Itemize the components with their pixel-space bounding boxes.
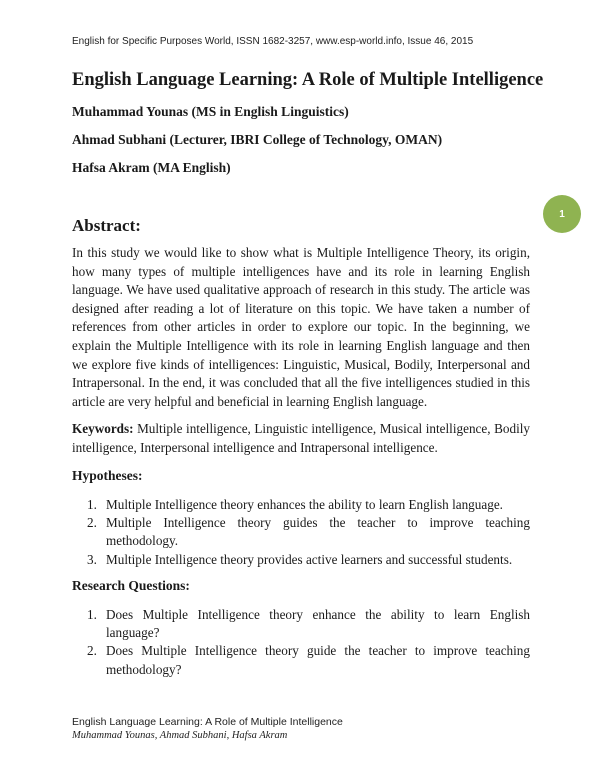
keywords-label: Keywords: — [72, 421, 134, 436]
list-item — [72, 496, 530, 514]
footer-title: English Language Learning: A Role of Multiple Intelligence — [72, 716, 343, 728]
list-item-number: 1. — [87, 607, 97, 622]
list-item-number: 3. — [87, 551, 97, 567]
research-questions-list — [72, 606, 530, 679]
list-item — [72, 551, 530, 569]
keywords-paragraph — [72, 420, 530, 457]
list-item-text: Multiple Intelligence theory provides active learners and successful students. — [106, 551, 513, 567]
hypotheses-heading: Hypotheses: — [72, 468, 143, 483]
running-header: English for Specific Purposes World, ISSN 1682-3257, www.esp-world.info, Issue 46, 2015 — [72, 36, 474, 47]
footer-authors: Muhammad Younas, Ahmad Subhani, Hafsa Akram — [72, 730, 288, 741]
list-item — [72, 514, 530, 550]
abstract-heading: Abstract: — [72, 216, 141, 235]
list-item-number: 2. — [87, 643, 97, 659]
keywords-text: Multiple intelligence, Linguistic intelligence, Musical intelligence, Bodily intelligence, Interpersonal intelligence and Intrapersonal intelligence. — [72, 421, 530, 455]
research-questions-heading: Research Questions: — [72, 578, 190, 593]
page-number-badge: 1 — [543, 195, 581, 233]
abstract-text: In this study we would like to show what is Multiple Intelligence Theory, its origin, how many types of multiple intelligences have and its role in learning English language. We have used qualitative approach of research in this study. The article was designed after reading a lot of literature on this topic. We have taken a number of references from other articles in order to explore our topic. In the beginning, we explain the Multiple Intelligence with its role in learning English language and then we explore five kinds of intelligences: Linguistic, Musical, Bodily, Interpersonal and Intrapersonal. In the end, it was concluded that all the five intelligences studied in this article are very helpful and beneficial in learning English language. — [72, 245, 530, 409]
author-line-3: Hafsa Akram (MA English) — [72, 160, 231, 175]
paper-title: English Language Learning: A Role of Multiple Intelligence — [72, 70, 544, 90]
author-line-1: Muhammad Younas (MS in English Linguistics) — [72, 104, 349, 119]
hypotheses-list — [72, 496, 530, 569]
author-line-2: Ahmad Subhani (Lecturer, IBRI College of Technology, OMAN) — [72, 132, 443, 147]
list-item-text: Does Multiple Intelligence theory guide the teacher to improve teaching methodology? — [106, 643, 530, 677]
list-item — [72, 642, 530, 678]
list-item-number: 1. — [87, 497, 97, 512]
list-item-text: Multiple Intelligence theory enhances the ability to learn English language. — [106, 497, 503, 512]
list-item — [72, 606, 530, 642]
list-item-text: Multiple Intelligence theory guides the teacher to improve teaching methodology. — [106, 515, 530, 549]
list-item-text: Does Multiple Intelligence theory enhance the ability to learn English language? — [106, 607, 530, 641]
list-item-number: 2. — [87, 515, 97, 531]
